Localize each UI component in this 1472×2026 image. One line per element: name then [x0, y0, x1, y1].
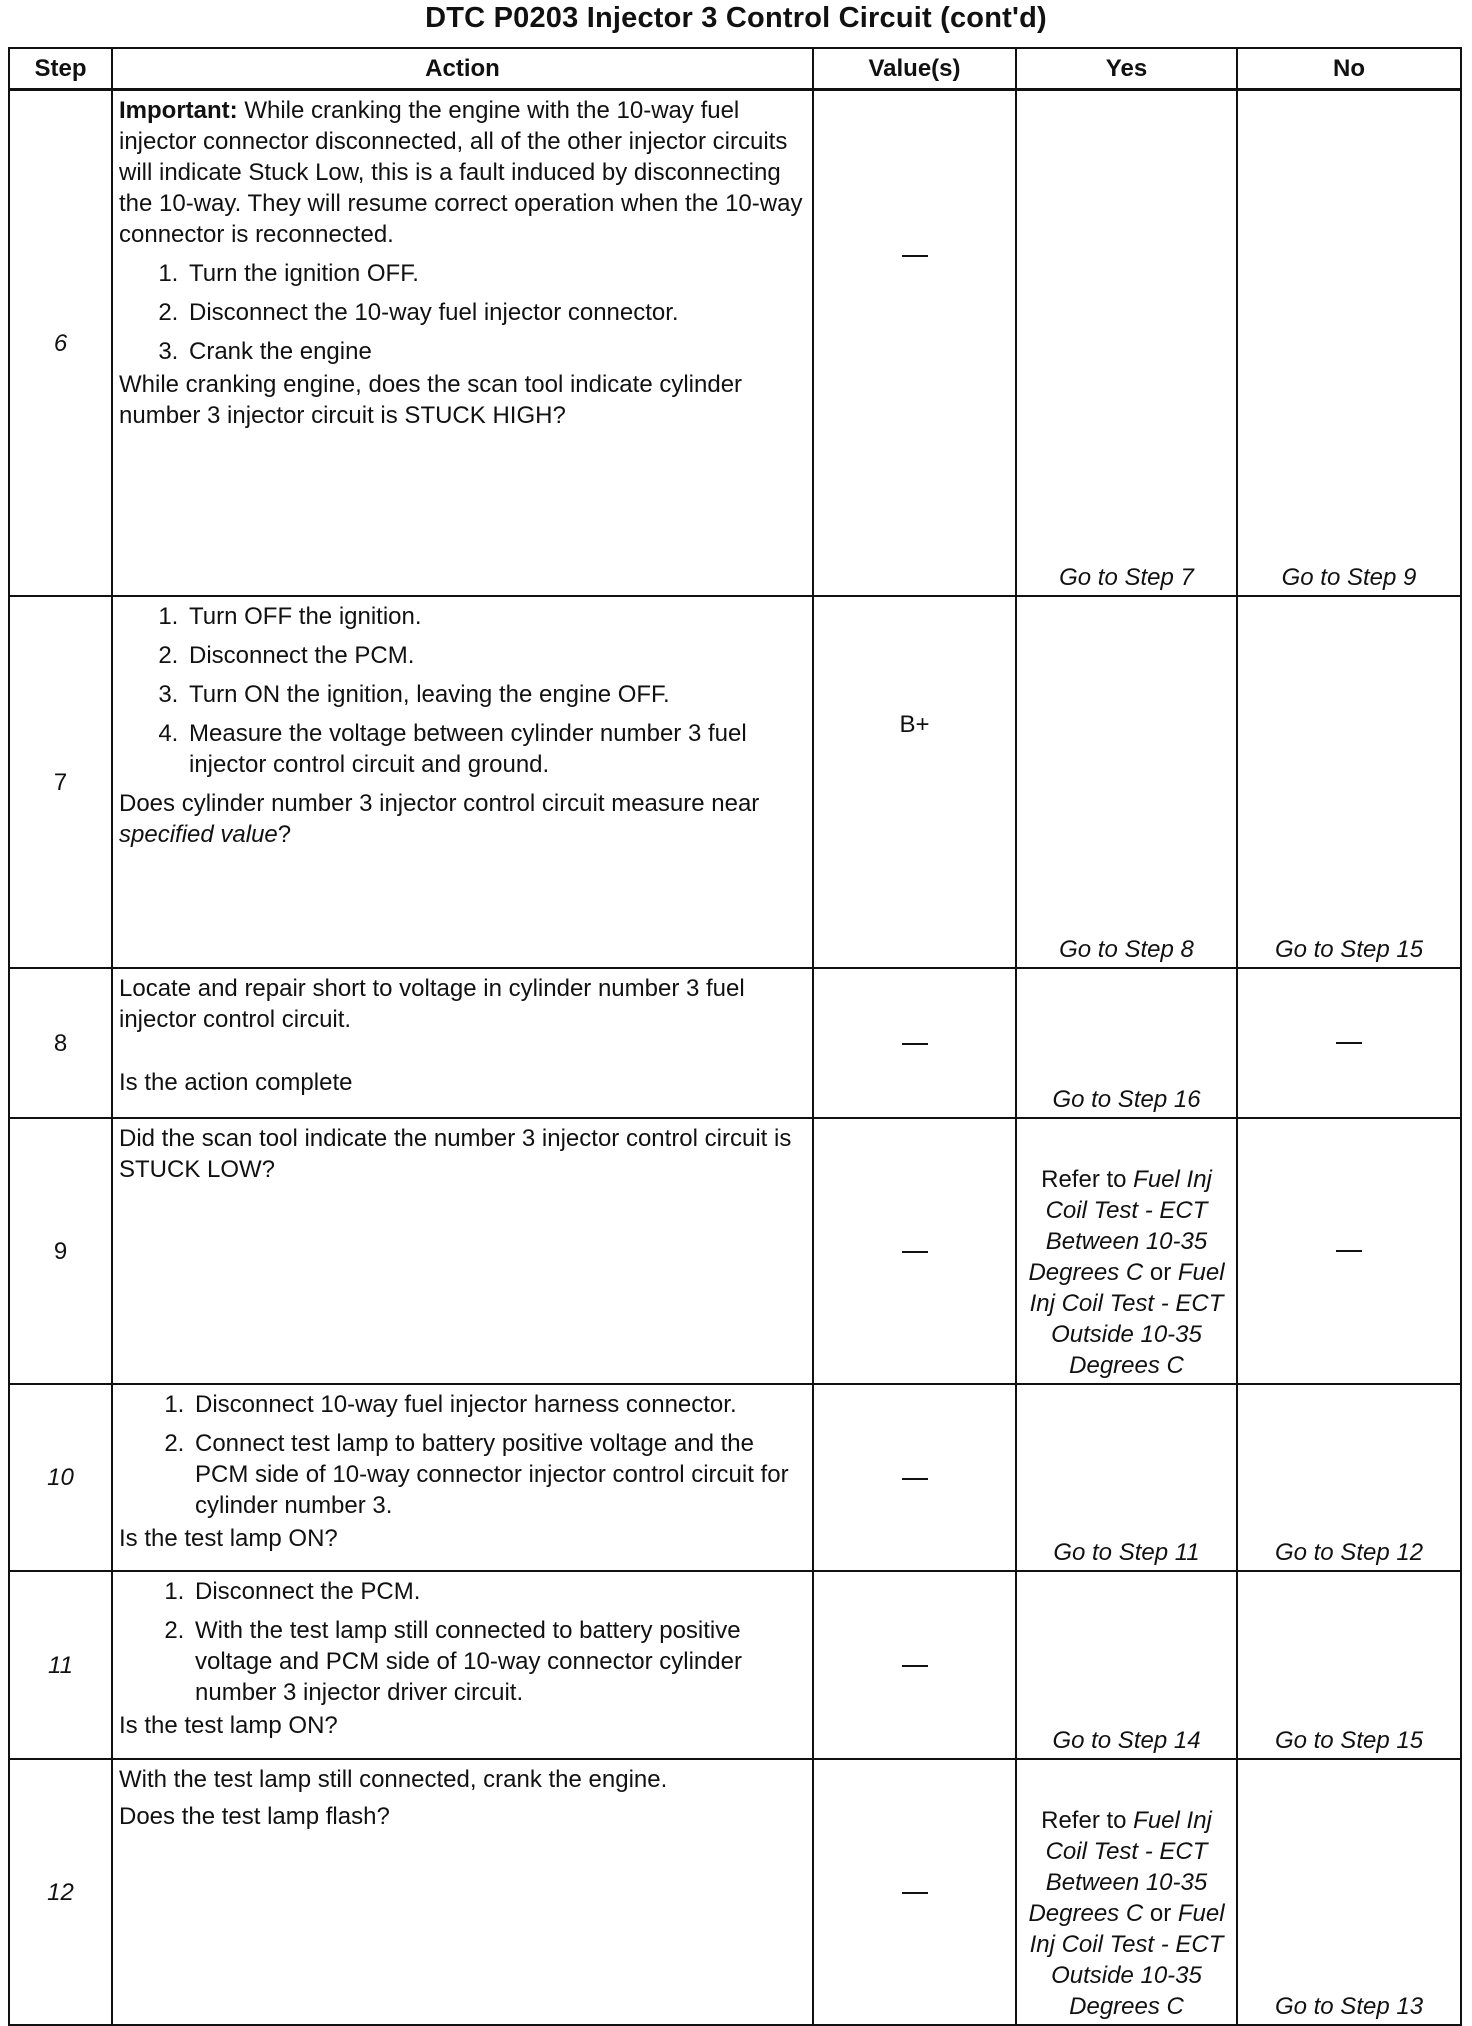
step-number: 8: [9, 968, 112, 1118]
header-row: [9, 48, 1461, 90]
important-note: [119, 95, 804, 250]
list-item: 2. Disconnect the PCM.: [185, 640, 804, 671]
action-cell: [112, 1759, 813, 2025]
list-item: 2. With the test lamp still connected to battery positive voltage and PCM side of 10-way connector cylinder number 3 injector driver circuit.: [191, 1615, 804, 1708]
refer-or: or: [1143, 1900, 1178, 1927]
value-cell: [813, 1759, 1016, 2025]
step-number: 12: [9, 1759, 112, 2025]
table-row: [9, 1384, 1461, 1571]
action-cell: [112, 1384, 813, 1571]
table-row: [9, 90, 1461, 597]
list-item: 2. Connect test lamp to battery positive voltage and the PCM side of 10-way connector injector control circuit for cylinder number 3.: [191, 1428, 804, 1521]
no-cell: Go to Step 13: [1237, 1759, 1461, 2025]
list-item: 3. Turn ON the ignition, leaving the engine OFF.: [185, 679, 804, 710]
action-steps: [119, 1389, 804, 1521]
table-row: [9, 596, 1461, 968]
no-cell: [1237, 1118, 1461, 1384]
step-number: 7: [9, 596, 112, 968]
action-steps: [119, 1576, 804, 1708]
action-question: Is the test lamp ON?: [119, 1712, 338, 1739]
action-question: Is the test lamp ON?: [119, 1525, 338, 1552]
yes-cell: Go to Step 14: [1016, 1571, 1237, 1759]
list-item: 1. Turn the ignition OFF.: [185, 258, 804, 289]
yes-cell: [1016, 1759, 1237, 2025]
value-cell: [813, 1384, 1016, 1571]
action-cell: [112, 1571, 813, 1759]
em-dash: [902, 1892, 928, 1894]
yes-cell: Go to Step 7: [1016, 90, 1237, 597]
refer-link-ect-outside[interactable]: Fuel Inj Coil Test - ECT Outside 10-35 Degrees C: [1029, 1259, 1225, 1379]
list-item: 1. Turn OFF the ignition.: [185, 601, 804, 632]
diagnostic-table: [8, 47, 1462, 2026]
table-row: [9, 1118, 1461, 1384]
list-item: 2. Disconnect the 10-way fuel injector connector.: [185, 297, 804, 328]
list-item: 1. Disconnect the PCM.: [191, 1576, 804, 1607]
em-dash: [902, 255, 928, 257]
value-cell: [813, 90, 1016, 597]
table-row: [9, 1759, 1461, 2025]
step-number: 6: [9, 90, 112, 597]
header-step: Step: [9, 48, 112, 90]
yes-cell: Go to Step 8: [1016, 596, 1237, 968]
no-cell: Go to Step 15: [1237, 1571, 1461, 1759]
step-number: 10: [9, 1384, 112, 1571]
action-cell: [112, 968, 813, 1118]
em-dash: [902, 1043, 928, 1045]
refer-text: Refer to: [1041, 1166, 1134, 1193]
em-dash: [902, 1251, 928, 1253]
action-text: With the test lamp still connected, crank the engine.: [119, 1766, 668, 1793]
yes-cell: Go to Step 16: [1016, 968, 1237, 1118]
value-cell: [813, 1571, 1016, 1759]
yes-cell: [1016, 1118, 1237, 1384]
list-item: 1. Disconnect 10-way fuel injector harness connector.: [191, 1389, 804, 1420]
important-text: While cranking the engine with the 10-way fuel injector connector disconnected, all of the other injector circuits will indicate Stuck Low, this is a fault induced by disconnecting the 10-way. They will resume correct operation when the 10-way connector is reconnected.: [119, 97, 803, 248]
action-question: Does the test lamp flash?: [119, 1803, 390, 1830]
action-cell: [112, 596, 813, 968]
value-cell: [813, 968, 1016, 1118]
header-yes: Yes: [1016, 48, 1237, 90]
action-question: While cranking engine, does the scan tool indicate cylinder number 3 injector circuit is STUCK HIGH?: [119, 371, 743, 429]
table-row: [9, 968, 1461, 1118]
page-title: DTC P0203 Injector 3 Control Circuit (cont'd): [425, 2, 1047, 34]
action-question: Does cylinder number 3 injector control circuit measure near specified value?: [119, 790, 760, 848]
action-cell: [112, 1118, 813, 1384]
no-cell: Go to Step 15: [1237, 596, 1461, 968]
step-number: 11: [9, 1571, 112, 1759]
header-values: Value(s): [813, 48, 1016, 90]
step-number: 9: [9, 1118, 112, 1384]
list-item: 3. Crank the engine: [185, 336, 804, 367]
em-dash: [902, 1478, 928, 1480]
yes-cell: Go to Step 11: [1016, 1384, 1237, 1571]
action-question: Is the action complete: [119, 1069, 353, 1096]
action-steps: [119, 258, 804, 367]
em-dash: [1336, 1250, 1362, 1252]
table-row: [9, 1571, 1461, 1759]
value-cell: B+: [813, 596, 1016, 968]
em-dash: [902, 1665, 928, 1667]
action-cell: [112, 90, 813, 597]
action-text: Locate and repair short to voltage in cylinder number 3 fuel injector control circuit.: [119, 975, 745, 1033]
refer-or: or: [1143, 1259, 1178, 1286]
no-cell: [1237, 968, 1461, 1118]
action-steps: [119, 601, 804, 780]
em-dash: [1336, 1042, 1362, 1044]
list-item: 4. Measure the voltage between cylinder number 3 fuel injector control circuit and ground.: [185, 718, 804, 780]
action-text: Did the scan tool indicate the number 3 injector control circuit is STUCK LOW?: [119, 1125, 792, 1183]
refer-link-ect-outside[interactable]: Fuel Inj Coil Test - ECT Outside 10-35 Degrees C: [1029, 1900, 1225, 2020]
refer-link-ect-between[interactable]: Fuel Inj Coil Test - ECT Between 10-35 Degrees C: [1028, 1807, 1212, 1927]
refer-link-ect-between[interactable]: Fuel Inj Coil Test - ECT Between 10-35 Degrees C: [1028, 1166, 1212, 1286]
refer-text: Refer to: [1041, 1807, 1134, 1834]
no-cell: Go to Step 12: [1237, 1384, 1461, 1571]
no-cell: Go to Step 9: [1237, 90, 1461, 597]
important-label: Important:: [119, 97, 238, 124]
value-cell: [813, 1118, 1016, 1384]
header-no: No: [1237, 48, 1461, 90]
header-action: Action: [112, 48, 813, 90]
